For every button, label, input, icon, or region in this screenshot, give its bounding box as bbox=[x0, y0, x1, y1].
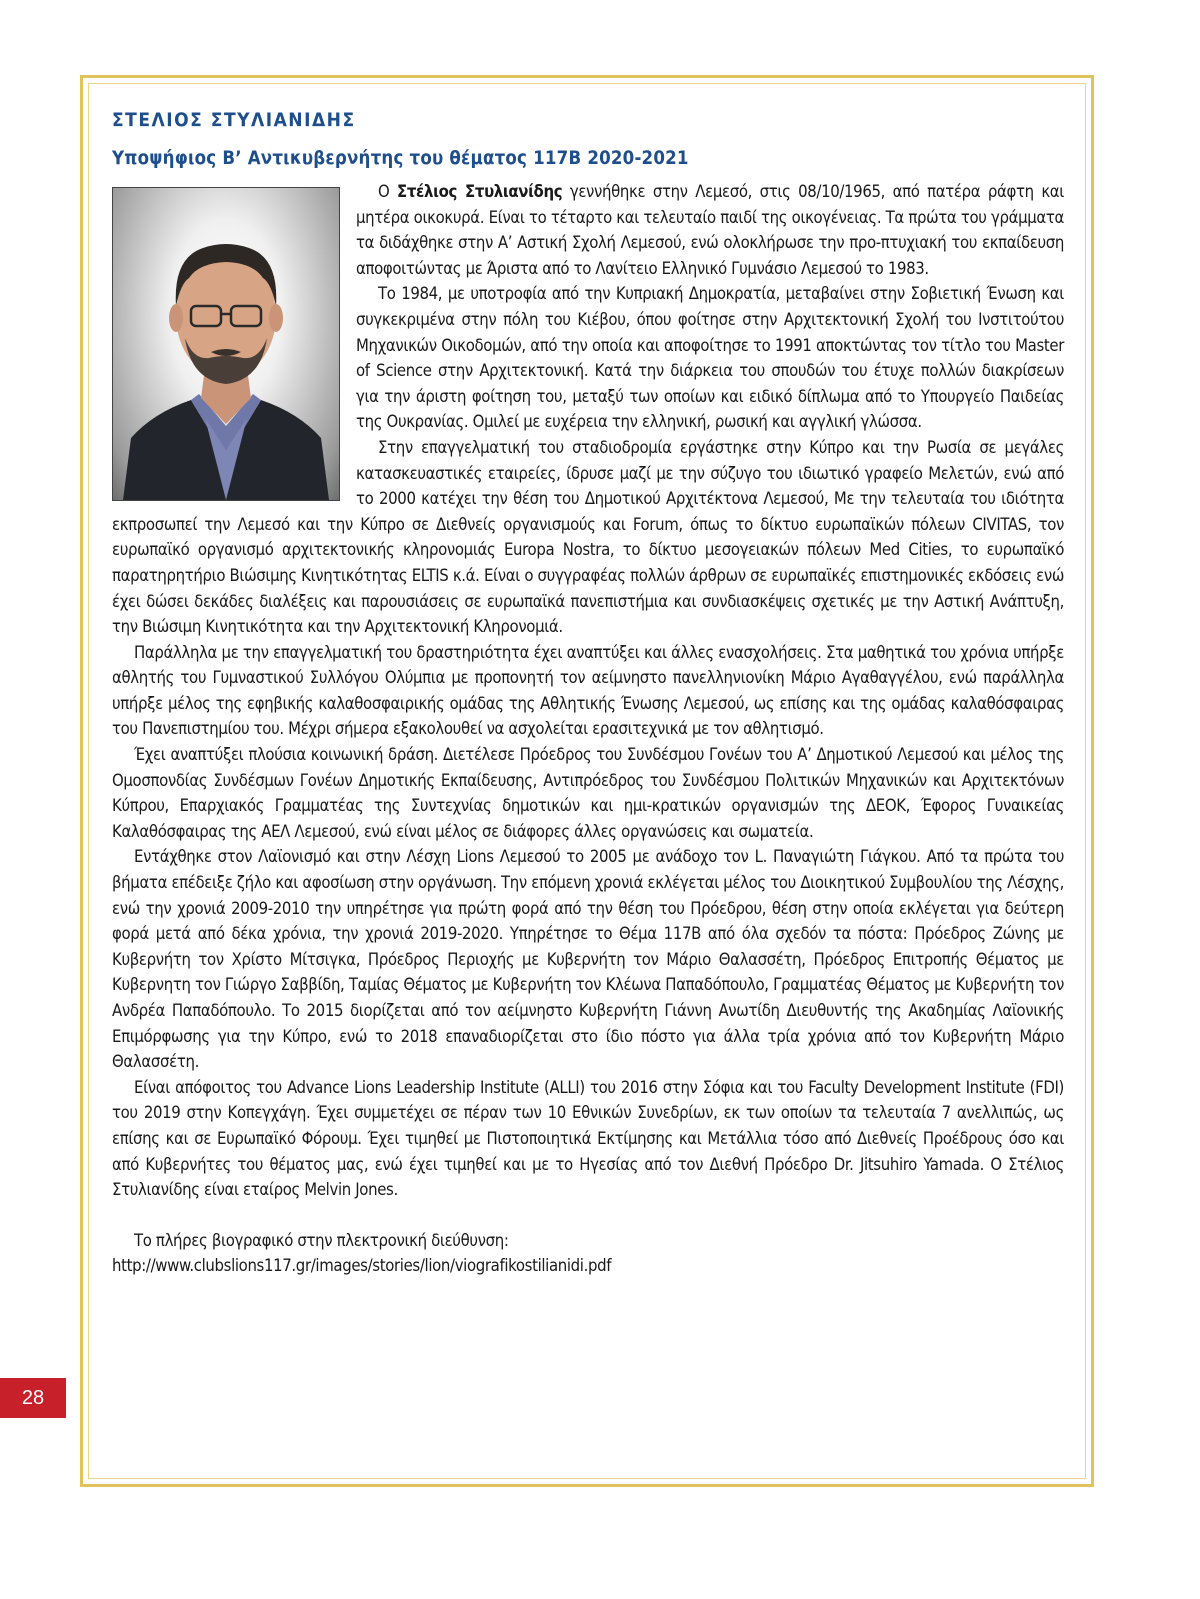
portrait-illustration bbox=[113, 188, 339, 500]
bio-person-name: Στέλιος Στυλιανίδης bbox=[397, 182, 563, 201]
bio-paragraph-2: Το 1984, με υποτροφία από την Κυπριακή Δημοκρατία, μεταβαίνει στην Σοβιετική Ένωση και συγκεκριμένα στην πόλη του Κιέβου, όπου φοίτησε στην Αρχιτεκτονική Σχολή του Ινστιτούτου Μηχανικών Οικοδομών, από την οποία και αποφοίτησε το 1991 αποκτώντας τον τίτλο του Master of Science στην Αρχιτεκτονική. Κατά την διάρκεια του σπουδών του έτυχε πολλών διακρίσεων για την άριστη φοίτηση του, μεταξύ των οποίων και ειδικό δίπλωμα από το Υπουργείο Παιδείας της Ουκρανίας. Ομιλεί με ευχέρεια την ελληνική, ρωσική και αγγλική γλώσσα. bbox=[356, 284, 1064, 432]
candidate-subtitle: Υποψήφιος Β’ Αντικυβερνήτης του θέματος 117Β 2020-2021 bbox=[112, 148, 689, 169]
person-name-heading: ΣΤΕΛΙΟΣ ΣΤΥΛΙΑΝΙΔΗΣ bbox=[112, 109, 356, 131]
article bbox=[112, 106, 1064, 1279]
cv-link-url[interactable]: http://www.clubslions117.gr/images/stories/lion/viografikostilianidi.pdf bbox=[112, 1256, 612, 1276]
bio-paragraph-6: Εντάχθηκε στον Λαϊονισμό και στην Λέσχη Lions Λεμεσού το 2005 με ανάδοχο τον L. Παναγιώτη Γιάγκου. Από τα πρώτα του βήματα επέδειξε ζήλο και αφοσίωση στην οργάνωση. Την επόμενη χρονιά εκλέγεται μέλος του Διοικητικού Συμβουλίου της Λέσχης, ενώ την χρονιά 2009-2010 την υπηρέτησε για πρώτη φορά από την θέση του Πρόεδρου, θέση στην οποία εκλέγεται για δεύτερη φορά μετά από δέκα χρόνια, την χρονιά 2019-2020. Υπηρέτησε το Θέμα 117Β από όλα σχεδόν τα πόστα: Πρόεδρος Ζώνης με Κυβερνήτη τον Χρίστο Μίτσιγκα, Πρόεδρος Περιοχής με Κυβερνήτη τον Μάριο Θαλασσέτη, Πρόεδρος Επιτροπής Θέματος με Κυβερνητη τον Γιώργο Σαββίδη, Ταμίας Θέματος με Κυβερνήτη τον Κλέωνα Παπαδόπουλο, Γραμματέας Θέματος με Κυβερνήτη τον Ανδρέα Παπαδόπουλο. Το 2015 διορίζεται από τον αείμνηστο Κυβερνήτη Γιάννη Ανωτίδη Διευθυντής της Ακαδημίας Λαϊονικής Επιμόρφωσης για την Κύπρο, ενώ το 2018 επαναδιορίζεται στο ίδιο πόστο για άλλα τρία χρόνια από τον Κυβερνήτη Μάριο Θαλασσέτη. bbox=[112, 847, 1064, 1072]
bio-paragraph-5: Έχει αναπτύξει πλούσια κοινωνική δράση. Διετέλεσε Πρόεδρος του Συνδέσμου Γονέων του Α’ Δημοτικού Λεμεσού και μέλος της Ομοσπονδίας Συνδέσμων Γονέων Δημοτικής Εκπαίδευσης, Αντιπρόεδρος του Συνδέσμου Πολιτικών Μηχανικών και Αρχιτεκτόνων Κύπρου, Επαρχιακός Γραμματέας της Συντεχνίας δημοτικών και ημι-κρατικών οργανισμών της ΔΕΟΚ, Έφορος Γυναικείας Καλαθόσφαιρας της ΑΕΛ Λεμεσού, ενώ είναι μέλος σε διάφορες άλλες οργανώσεις και σωματεία. bbox=[112, 745, 1064, 841]
bio-p1-text: γεννήθηκε στην Λεμεσό, στις 08/10/1965, από πατέρα ράφτη και μητέρα οικοκυρά. Είναι το τέταρτο και τελευταίο παιδί της οικογένειας. Τα πρώτα του γράμματα τα διδάχθηκε στην Α’ Αστική Σχολή Λεμεσού, ενώ ολοκλήρωσε την προ-πτυχιακή του εκπαίδευση αποφοιτώντας με Άριστα από το Λανίτειο Ελληνικό Γυμνάσιο Λεμεσού το 1983. bbox=[356, 182, 1064, 278]
bio-paragraph-7: Είναι απόφοιτος του Advance Lions Leadership Institute (ALLI) του 2016 στην Σόφια και του Faculty Development Institute (FDI) του 2019 στην Κοπεγχάγη. Έχει συμμετέχει σε πέραν των 10 Εθνικών Συνεδρίων, εκ των οποίων τα τελευταία 7 ανελλιπώς, ως επίσης και σε Ευρωπαϊκό Φόρουμ. Έχει τιμηθεί με Πιστοποιητικά Εκτίμησης και Μετάλλια τόσο από Διεθνείς Προέδρους όσο και από Κυβερνήτες του θέματος μας, ενώ έχει τιμηθεί και με το Ηγεσίας από τον Διεθνή Πρόεδρο Dr. Jitsuhiro Yamada. Ο Στέλιος Στυλιανίδης είναι εταίρος Melvin Jones. bbox=[112, 1077, 1064, 1200]
page-number: 28 bbox=[0, 1378, 66, 1418]
bio-p1-prefix: Ο bbox=[378, 182, 398, 201]
bio-paragraph-3: Στην επαγγελματική του σταδιοδρομία εργάστηκε στην Κύπρο και την Ρωσία σε μεγάλες κατασκευαστικές εταιρείες, ίδρυσε μαζί με την σύζυγο του ιδιωτικό γραφείο Μελετών, ενώ από το 2000 κατέχει την θέση του Δημοτικού Αρχιτέκτονα Λεμεσού, Με την τελευταία του ιδιότητα εκπροσωπεί την Λεμεσό και την Κύπρο σε Διεθνείς οργανισμούς και Forum, όπως το δίκτυο ευρωπαϊκών πόλεων CIVITAS, τον ευρωπαϊκό οργανισμό αρχιτεκτονικής κληρονομιάς Europa Nostra, το δίκτυο μεσογειακών πόλεων Med Cities, το ευρωπαϊκό παρατηρητήριο Βιώσιμης Κινητικότητας ELTIS κ.ά. Είναι ο συγγραφέας πολλών άρθρων σε ευρωπαϊκές επιστημονικές εκδόσεις ενώ έχει δώσει δεκάδες διαλέξεις και παρουσιάσεις σε ευρωπαϊκά πανεπιστήμια και συνδιασκέψεις σχετικές με την Αστική Ανάπτυξη, την Βιώσιμη Κινητικότητα και την Αρχιτεκτονική Κληρονομιά. bbox=[112, 437, 1064, 637]
cv-link-intro: Το πλήρες βιογραφικό στην πλεκτρονική διεύθυνση: bbox=[134, 1230, 509, 1250]
bio-paragraph-4: Παράλληλα με την επαγγελματική του δραστηριότητα έχει αναπτύξει και άλλες ενασχολήσεις. Στα μαθητικά του χρόνια υπήρξε αθλητής του Γυμναστικού Συλλόγου Ολύμπια με προπονητή τον αείμνηστο πανελληνιονίκη Μάριο Αγαθαγγέλου, ενώ παράλληλα υπήρξε μέλος της εφηβικής καλαθοσφαιρικής ομάδας της Αθλητικής Ένωσης Λεμεσού, ως επίσης και της ομάδας καλαθόσφαιρας του Πανεπιστημίου του. Μέχρι σήμερα εξακολουθεί να ασχολείται ερασιτεχνικά με τον αθλητισμό. bbox=[112, 642, 1064, 739]
portrait-photo bbox=[112, 187, 340, 501]
